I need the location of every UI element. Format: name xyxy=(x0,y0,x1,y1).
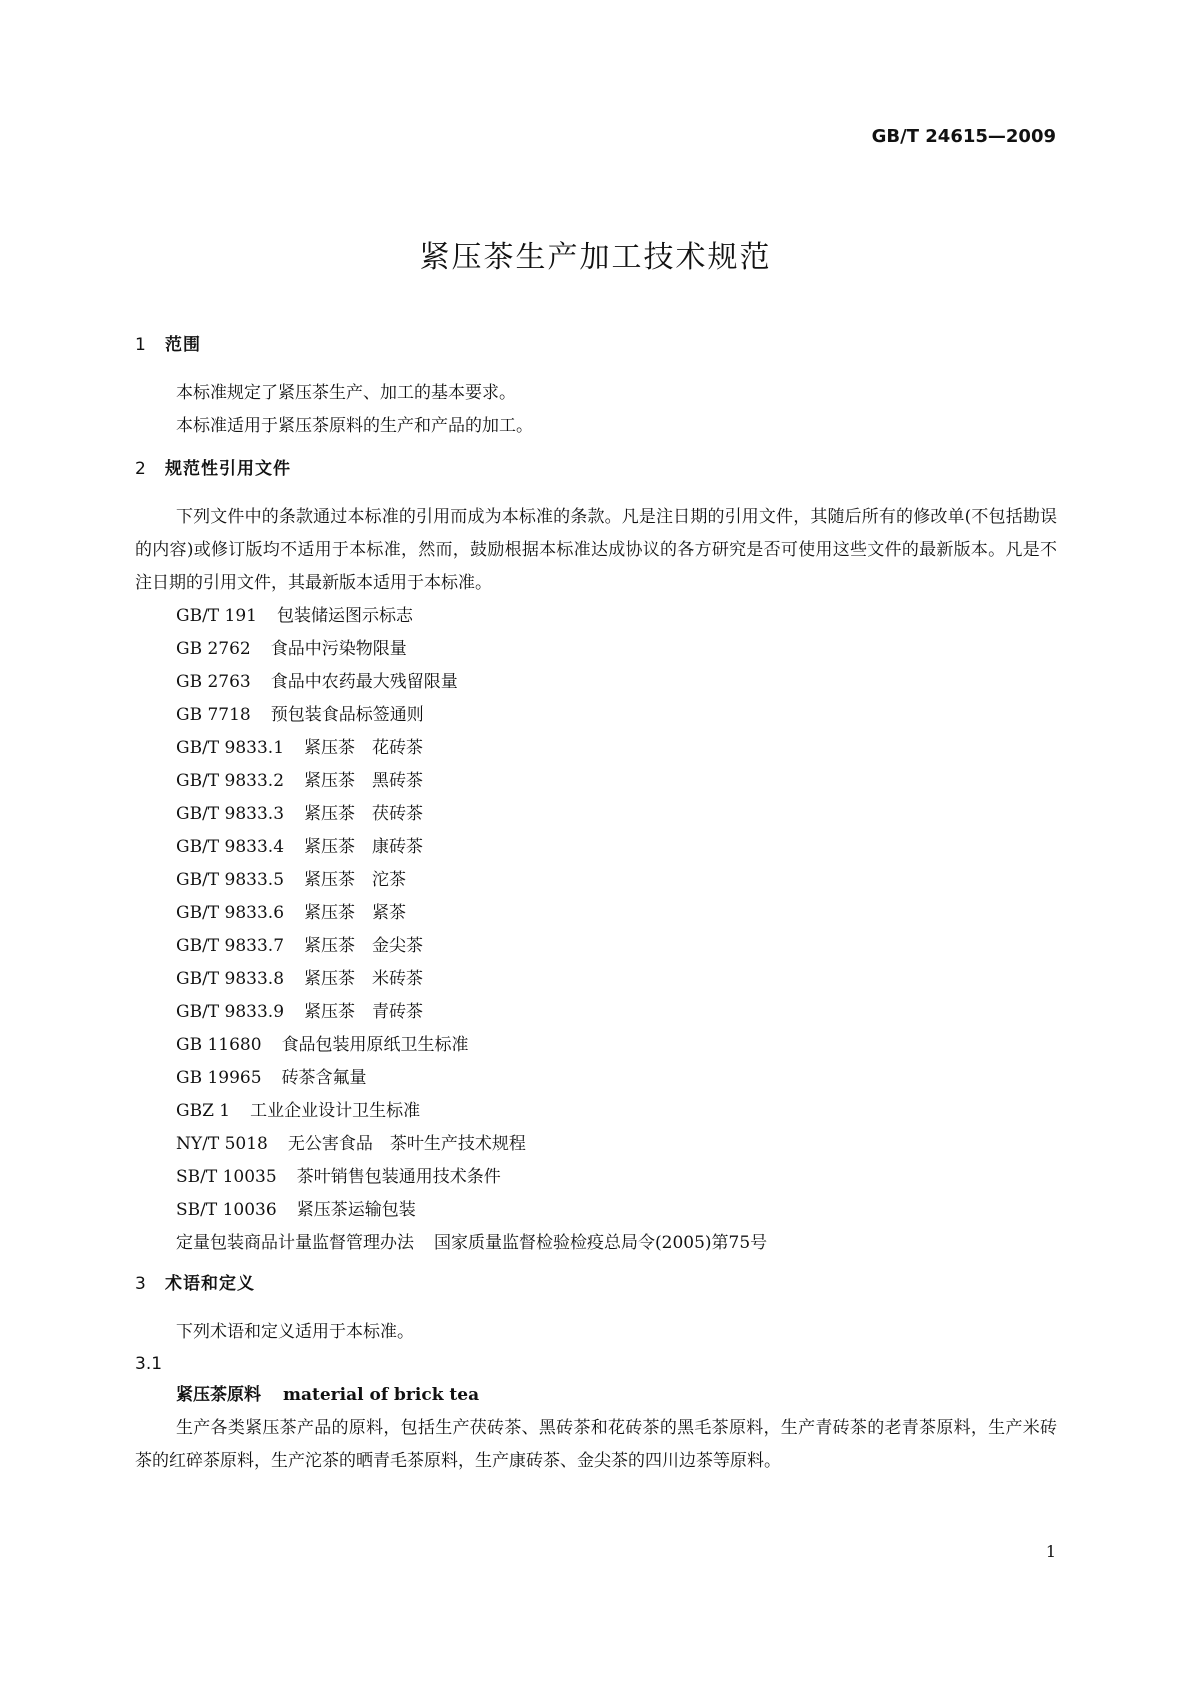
reference-code: GB/T 9833.9 xyxy=(176,1002,285,1022)
reference-list xyxy=(135,600,1057,1260)
reference-item xyxy=(135,1128,1057,1161)
section-number: 3 xyxy=(135,1274,147,1294)
reference-title: 包装储运图示标志 xyxy=(277,606,413,626)
reference-code: GB/T 191 xyxy=(176,606,257,626)
reference-title: 紧压茶运输包装 xyxy=(296,1200,416,1220)
paragraph: 本标准规定了紧压茶生产、加工的基本要求。 xyxy=(176,383,516,403)
section-heading-3 xyxy=(135,1272,1057,1296)
reference-item xyxy=(135,633,1057,666)
reference-title: 食品中农药最大残留限量 xyxy=(270,672,458,692)
paragraph: 下列术语和定义适用于本标准。 xyxy=(176,1322,414,1342)
reference-title: 食品包装用原纸卫生标准 xyxy=(281,1035,469,1055)
reference-item xyxy=(135,1095,1057,1128)
reference-title: 紧压茶 花砖茶 xyxy=(304,738,424,758)
reference-code: GB/T 9833.7 xyxy=(176,936,285,956)
reference-item xyxy=(135,831,1057,864)
reference-code: GB/T 9833.3 xyxy=(176,804,285,824)
reference-code: SB/T 10036 xyxy=(176,1200,277,1220)
reference-item xyxy=(135,1062,1057,1095)
term-number: 3.1 xyxy=(135,1354,163,1374)
reference-item xyxy=(135,666,1057,699)
reference-title: 砖茶含氟量 xyxy=(281,1068,367,1088)
reference-code: GB 2763 xyxy=(176,672,251,692)
reference-title: 预包装食品标签通则 xyxy=(270,705,424,725)
reference-code: SB/T 10035 xyxy=(176,1167,277,1187)
reference-title: 紧压茶 康砖茶 xyxy=(304,837,424,857)
reference-title: 紧压茶 茯砖茶 xyxy=(304,804,424,824)
reference-item xyxy=(135,963,1057,996)
reference-code: GB 11680 xyxy=(176,1035,262,1055)
reference-item xyxy=(135,897,1057,930)
reference-code: GB 7718 xyxy=(176,705,251,725)
term-english: material of brick tea xyxy=(283,1385,480,1405)
reference-title: 茶叶销售包装通用技术条件 xyxy=(296,1167,501,1187)
reference-title: 工业企业设计卫生标准 xyxy=(250,1101,421,1121)
term-chinese: 紧压茶原料 xyxy=(176,1385,261,1405)
reference-item xyxy=(135,765,1057,798)
document-body xyxy=(135,333,1057,1478)
reference-code: GB/T 9833.6 xyxy=(176,903,285,923)
reference-code: GB/T 9833.1 xyxy=(176,738,285,758)
reference-item xyxy=(135,1227,1057,1260)
reference-title: 国家质量监督检验检疫总局令(2005)第75号 xyxy=(434,1233,768,1253)
reference-title: 紧压茶 紧茶 xyxy=(304,903,407,923)
reference-title: 紧压茶 黑砖茶 xyxy=(304,771,424,791)
reference-code: GBZ 1 xyxy=(176,1101,231,1121)
reference-code: GB/T 9833.2 xyxy=(176,771,285,791)
page-number: 1 xyxy=(1045,1542,1056,1561)
reference-item xyxy=(135,1029,1057,1062)
reference-item xyxy=(135,930,1057,963)
reference-item xyxy=(135,996,1057,1029)
paragraph: 下列文件中的条款通过本标准的引用而成为本标准的条款。凡是注日期的引用文件，其随后所有的修改单(不包括勘误的内容)或修订版均不适用于本标准，然而，鼓励根据本标准达成协议的各方研究是否可使用这些文件的最新版本。凡是不注日期的引用文件，其最新版本适用于本标准。 xyxy=(135,507,1057,593)
reference-code: GB 2762 xyxy=(176,639,251,659)
reference-code: GB 19965 xyxy=(176,1068,262,1088)
section-number: 1 xyxy=(135,335,147,355)
document-title: 紧压茶生产加工技术规范 xyxy=(419,240,772,275)
section-heading-2 xyxy=(135,457,1057,481)
reference-code: GB/T 9833.8 xyxy=(176,969,285,989)
reference-item xyxy=(135,864,1057,897)
section-title: 术语和定义 xyxy=(165,1274,255,1294)
reference-item xyxy=(135,1194,1057,1227)
reference-title: 紧压茶 金尖茶 xyxy=(304,936,424,956)
reference-code: GB/T 9833.4 xyxy=(176,837,285,857)
term-definition: 生产各类紧压茶产品的原料，包括生产茯砖茶、黑砖茶和花砖茶的黑毛茶原料，生产青砖茶的老青茶原料，生产米砖茶的红碎茶原料，生产沱茶的晒青毛茶原料，生产康砖茶、金尖茶的四川边茶等原料。 xyxy=(135,1418,1057,1471)
reference-code: NY/T 5018 xyxy=(176,1134,268,1154)
reference-title: 紧压茶 青砖茶 xyxy=(304,1002,424,1022)
reference-title: 食品中污染物限量 xyxy=(270,639,407,659)
section-heading-1 xyxy=(135,333,1057,357)
term-entry xyxy=(135,1379,1057,1412)
section-title: 范围 xyxy=(165,335,201,355)
reference-title: 紧压茶 沱茶 xyxy=(304,870,407,890)
reference-title: 紧压茶 米砖茶 xyxy=(304,969,424,989)
reference-title: 无公害食品 茶叶生产技术规程 xyxy=(287,1134,526,1154)
reference-code: GB/T 9833.5 xyxy=(176,870,285,890)
reference-item xyxy=(135,600,1057,633)
section-title: 规范性引用文件 xyxy=(165,459,291,479)
reference-item xyxy=(135,732,1057,765)
paragraph: 本标准适用于紧压茶原料的生产和产品的加工。 xyxy=(176,416,533,436)
reference-item xyxy=(135,699,1057,732)
section-number: 2 xyxy=(135,459,147,479)
standard-code: GB/T 24615—2009 xyxy=(871,126,1056,147)
reference-item xyxy=(135,1161,1057,1194)
reference-code: 定量包装商品计量监督管理办法 xyxy=(176,1233,414,1253)
reference-item xyxy=(135,798,1057,831)
